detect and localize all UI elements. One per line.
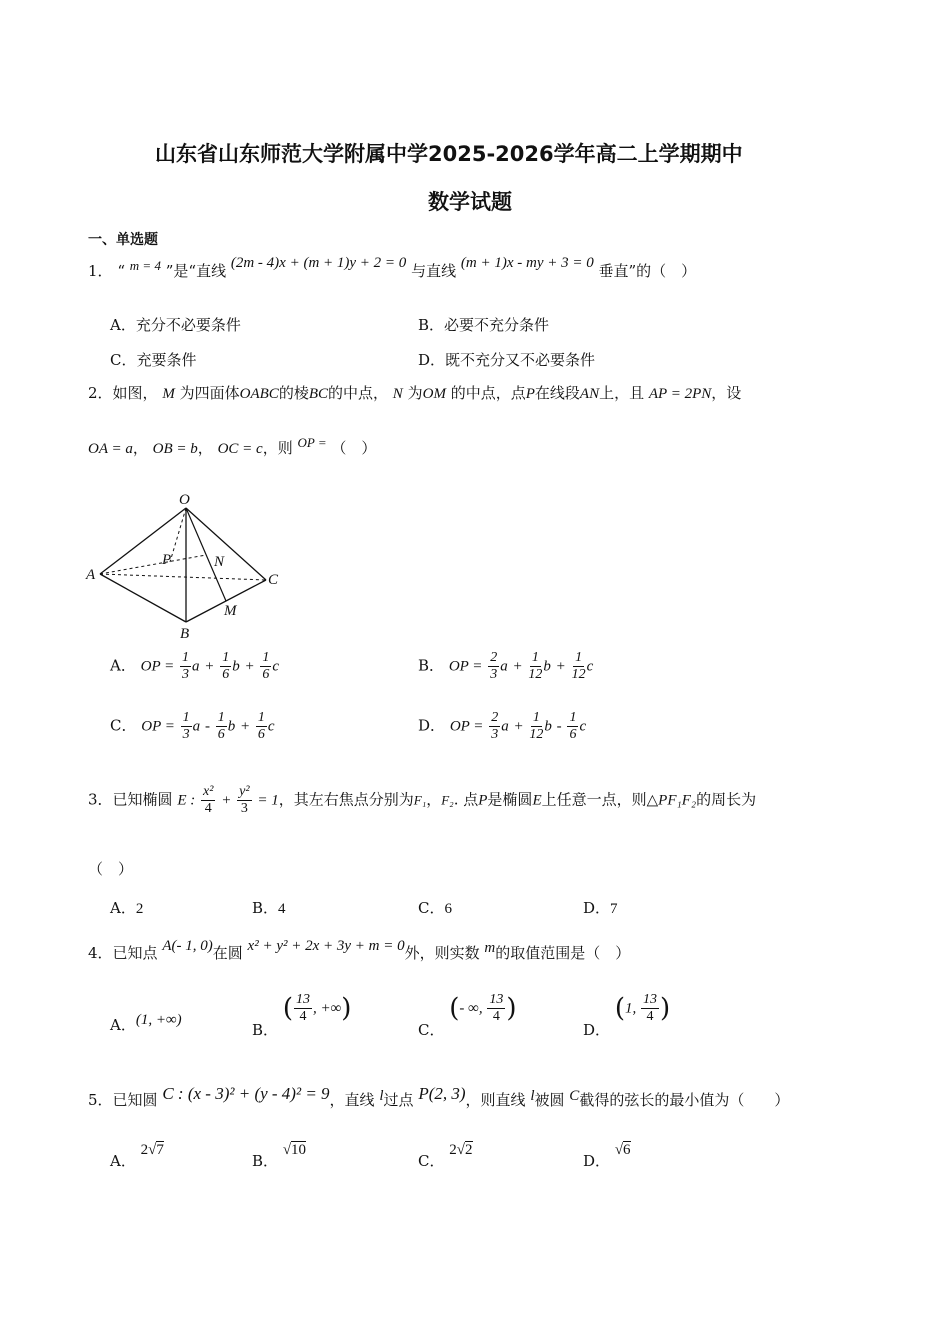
q4-text: 在圆 <box>212 944 243 962</box>
q5-var-c: C <box>569 1088 580 1104</box>
label-p: P <box>162 552 172 568</box>
q3-sep: ， <box>426 790 442 809</box>
q3-option-c[interactable]: C．6 <box>418 899 452 917</box>
q5-option-d[interactable]: D． √6 <box>583 1142 631 1170</box>
q2-option-d[interactable]: D． OP = $\frac{2}{3}$ a + $\frac{1}{12}$ b - $\frac{1}{6}$ c <box>418 710 587 742</box>
question-5 <box>88 1084 790 1112</box>
q1-text-2: 与直线 <box>411 262 457 280</box>
q5-option-a[interactable]: A． 2√7 <box>110 1142 164 1170</box>
q3-text: 的周长为 <box>696 790 757 809</box>
q3-ellipse-name: E : <box>177 792 196 809</box>
q3-option-a[interactable]: A．2 <box>110 899 144 917</box>
q1-open-quote: “ <box>117 262 125 280</box>
edge-ac-hidden <box>100 574 266 580</box>
segment-an-hidden <box>100 555 206 574</box>
q4-option-d[interactable]: D． (1, $\frac{13}{4}$ ) <box>583 992 671 1039</box>
q2-var-oabc: OABC <box>239 386 279 402</box>
q2-var-om: OM <box>422 386 446 402</box>
q4-text: 已知点 <box>112 944 158 962</box>
label-n: N <box>214 554 225 570</box>
q2-tail: （ ） <box>331 439 377 457</box>
q4-text: 的取值范围是（ ） <box>495 944 631 962</box>
section-heading: 一、单选题 <box>88 232 158 248</box>
page-subtitle: 数学试题 <box>428 190 512 214</box>
q4-option-b[interactable]: B． ( $\frac{13}{4}$ , +∞) <box>252 992 352 1039</box>
label-a: A <box>86 567 96 583</box>
q1-option-c[interactable]: C．充要条件 <box>110 351 197 369</box>
question-2 <box>88 382 741 405</box>
edge-oc <box>186 508 266 580</box>
q3-text: 上任意一点，则 <box>541 790 647 809</box>
q2-vector-oc: OC = c <box>217 441 263 457</box>
q2-var-bc: BC <box>308 386 328 402</box>
q3-option-b[interactable]: B．4 <box>252 899 286 917</box>
q3-plus: + <box>221 792 232 809</box>
q5-text: ，则直线 <box>465 1091 526 1109</box>
q2-var-an: AN <box>579 386 600 402</box>
tetrahedron-figure <box>84 488 284 640</box>
q3-text: . 点 <box>453 790 479 809</box>
q1-option-d[interactable]: D．既不充分又不必要条件 <box>418 351 596 369</box>
q3-text: ，其左右焦点分别为 <box>278 790 414 809</box>
q1-number: 1． <box>88 262 113 280</box>
q3-text: 已知椭圆 <box>112 790 173 809</box>
q4-number: 4． <box>88 944 113 962</box>
segment-op-hidden <box>170 508 186 562</box>
q2-condition: AP = 2PN <box>648 386 712 402</box>
label-m: M <box>224 603 237 619</box>
q2-vector-oa: OA = a <box>88 441 133 457</box>
q4-point-a: A(- 1, 0) <box>162 938 213 954</box>
q1-line-2: (m + 1)x - my + 3 = 0 <box>460 255 594 271</box>
q3-var-e: E <box>532 792 542 809</box>
q2-number: 2． <box>88 384 113 402</box>
label-b: B <box>180 626 190 640</box>
question-3 <box>88 784 756 817</box>
q2-text: 上，且 <box>599 384 645 402</box>
edge-ab <box>100 574 186 622</box>
q5-number: 5． <box>88 1091 113 1109</box>
q5-option-c[interactable]: C． 2√2 <box>418 1142 473 1170</box>
label-o: O <box>179 492 190 508</box>
q2-var-n: N <box>392 386 403 402</box>
q2-text: 的中点， <box>328 384 389 402</box>
q2-comma: ， <box>197 439 213 457</box>
q3-option-d[interactable]: D．7 <box>583 899 618 917</box>
q3-x-term: $\frac{\text{x²}}{4}$ <box>203 784 214 816</box>
q5-text: ，直线 <box>329 1091 375 1109</box>
q2-text: 为四面体 <box>179 384 240 402</box>
q1-option-a[interactable]: A．充分不必要条件 <box>110 316 241 334</box>
q2-var-m: M <box>162 386 175 402</box>
q5-text: 已知圆 <box>112 1091 158 1109</box>
q5-var-l: l <box>530 1088 535 1104</box>
q2-text: ，则 <box>262 439 293 457</box>
q3-tail: （ ） <box>88 860 134 878</box>
page-title: 山东省山东师范大学附属中学2025-2026学年高二上学期期中 <box>155 142 743 166</box>
question-4 <box>88 938 631 965</box>
q4-option-c[interactable]: C． (- ∞, $\frac{13}{4}$ ) <box>418 992 517 1039</box>
q2-comma: ， <box>132 439 148 457</box>
q3-f1: F₁ <box>413 792 427 808</box>
q3-var-p: P <box>478 792 488 809</box>
label-c: C <box>268 572 279 588</box>
q5-text: 过点 <box>383 1091 414 1109</box>
q2-text: ，设 <box>711 384 742 402</box>
q5-text: 被圆 <box>534 1091 565 1109</box>
q2-text: 的中点，点 <box>450 384 526 402</box>
q2-var-p: P <box>525 386 535 402</box>
q5-point-p: P(2, 3) <box>418 1084 466 1103</box>
q1-option-b[interactable]: B．必要不充分条件 <box>418 316 550 334</box>
q4-option-a[interactable]: A．(1, +∞) <box>110 1012 182 1034</box>
q3-text: 是椭圆 <box>487 790 533 809</box>
q3-y-term: $\frac{\text{y²}}{3}$ <box>239 784 250 816</box>
q3-f2: F₂ <box>441 792 454 808</box>
q1-condition: m = 4 <box>129 258 161 273</box>
q1-line-1: (2m - 4)x + (m + 1)y + 2 = 0 <box>230 255 407 271</box>
q2-option-a[interactable]: A． OP = $\frac{1}{3}$ a + $\frac{1}{6}$ b + $\frac{1}{6}$ c <box>110 650 280 682</box>
q2-option-c[interactable]: C． OP = $\frac{1}{3}$ a - $\frac{1}{6}$ b + $\frac{1}{6}$ c <box>110 710 275 742</box>
edge-oa <box>100 508 186 574</box>
q4-circle-eq: x² + y² + 2x + 3y + m = 0 <box>247 938 405 954</box>
q5-text: 截得的弦长的最小值为（ ） <box>579 1091 790 1109</box>
q3-number: 3． <box>88 790 113 809</box>
q3-triangle: △PF₁F₂ <box>646 792 697 809</box>
q2-text: 在线段 <box>534 384 580 402</box>
q2-text: 的棱 <box>278 384 309 402</box>
question-1 <box>88 255 697 283</box>
q5-option-b[interactable]: B． √10 <box>252 1142 307 1170</box>
q1-text-1: ”是“直线 <box>165 262 227 280</box>
q5-circle-eq: C : (x - 3)² + (y - 4)² = 9 <box>162 1084 330 1103</box>
q2-text: 为 <box>407 384 423 402</box>
q2-vector-ob: OB = b <box>152 441 198 457</box>
q1-text-3: 垂直”的（ ） <box>598 262 697 280</box>
q2-op: OP = <box>297 435 327 450</box>
q4-var-m: m <box>484 940 496 956</box>
q4-text: 外，则实数 <box>404 944 480 962</box>
q2-text: 如图， <box>112 384 158 402</box>
q3-equals: = 1 <box>257 792 279 809</box>
q5-var-l: l <box>379 1088 384 1104</box>
question-2-line-2 <box>88 437 376 460</box>
q2-option-b[interactable]: B． OP = $\frac{2}{3}$ a + $\frac{1}{12}$ b + $\frac{1}{12}$ c <box>418 650 594 682</box>
